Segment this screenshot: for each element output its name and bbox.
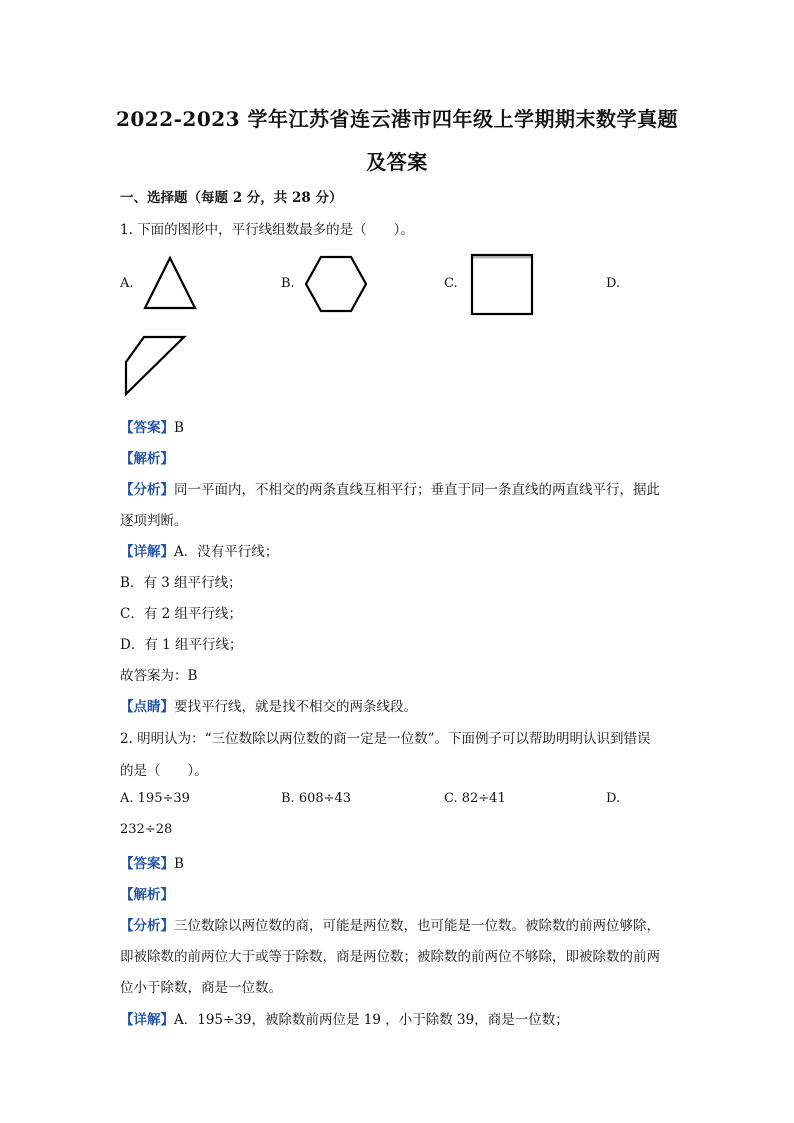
fenxi-tag: 【分析】	[120, 482, 174, 498]
q2-fenxi-line3: 位小于除数，商是一位数。	[120, 980, 282, 996]
q1-option-b-label: B.	[281, 276, 295, 291]
q2-answer	[120, 852, 184, 872]
fenxi-text: 同一平面内，不相交的两条直线互相平行；垂直于同一条直线的两直线平行，据此	[174, 482, 660, 498]
xiangjie-tag: 【详解】	[120, 544, 174, 560]
doc-title-line2: 及答案	[366, 150, 428, 174]
q2-analysis-heading	[120, 883, 174, 903]
answer-tag: 【答案】	[120, 856, 174, 872]
xiangjie-text: A．195÷39，被除数前两位是 19 ，小于除数 39，商是一位数；	[174, 1012, 569, 1028]
q2-stem-line2: 的是（ ）。	[120, 763, 208, 779]
square-icon	[470, 253, 534, 317]
xiangjie-text: A．没有平行线；	[174, 544, 279, 560]
q1-stem: 1. 下面的图形中，平行线组数最多的是（ ）。	[120, 222, 414, 238]
q1-option-c-label: C.	[444, 276, 458, 291]
q2-fenxi-line1	[120, 914, 660, 934]
xiangjie-tag: 【详解】	[120, 1012, 174, 1028]
q1-fenxi-line1	[120, 478, 660, 498]
analysis-tag: 【解析】	[120, 451, 174, 467]
q1-xiangjie-d: D．有 1 组平行线；	[120, 637, 243, 653]
hexagon-icon	[304, 255, 368, 313]
answer-tag: 【答案】	[120, 420, 174, 436]
q2-stem-line1: 2. 明明认为：“三位数除以两位数的商一定是一位数”。下面例子可以帮助明明认识到错误	[120, 731, 651, 747]
q1-xiangjie-b: B．有 3 组平行线；	[120, 575, 242, 591]
q1-xiangjie-c: C．有 2 组平行线；	[120, 606, 243, 622]
q2-option-d-value: 232÷28	[120, 822, 173, 837]
q1-dianjing	[120, 695, 417, 715]
q2-option-d-label: D.	[606, 791, 621, 806]
fenxi-text: 三位数除以两位数的商，可能是两位数，也可能是一位数。被除数的前两位够除，	[174, 918, 660, 934]
trapezoid-icon	[122, 335, 188, 397]
q1-option-d-label: D.	[606, 276, 621, 291]
q2-fenxi-line2: 即被除数的前两位大于或等于除数，商是两位数；被除数的前两位不够除，即被除数的前两	[120, 949, 660, 965]
q1-fenxi-line2: 逐项判断。	[120, 513, 188, 529]
dianjing-tag: 【点睛】	[120, 699, 174, 715]
q2-option-c: C. 82÷41	[444, 791, 506, 806]
section-heading: 一、选择题（每题 2 分，共 28 分）	[120, 190, 343, 206]
q2-xiangjie-a	[120, 1008, 569, 1028]
answer-value: B	[174, 420, 184, 436]
answer-value: B	[174, 856, 184, 872]
q1-option-a-label: A.	[120, 276, 134, 291]
q1-analysis-heading	[120, 447, 174, 467]
doc-title-line1: 2022-2023 学年江苏省连云港市四年级上学期期末数学真题	[115, 107, 679, 131]
q2-option-b: B. 608÷43	[281, 791, 352, 806]
fenxi-tag: 【分析】	[120, 918, 174, 934]
q2-option-a: A. 195÷39	[120, 791, 190, 806]
triangle-icon	[142, 255, 198, 311]
q1-conclusion: 故答案为：B	[120, 668, 198, 684]
dianjing-text: 要找平行线，就是找不相交的两条线段。	[174, 699, 417, 715]
analysis-tag: 【解析】	[120, 887, 174, 903]
q1-xiangjie-a	[120, 540, 278, 560]
q1-answer	[120, 416, 184, 436]
